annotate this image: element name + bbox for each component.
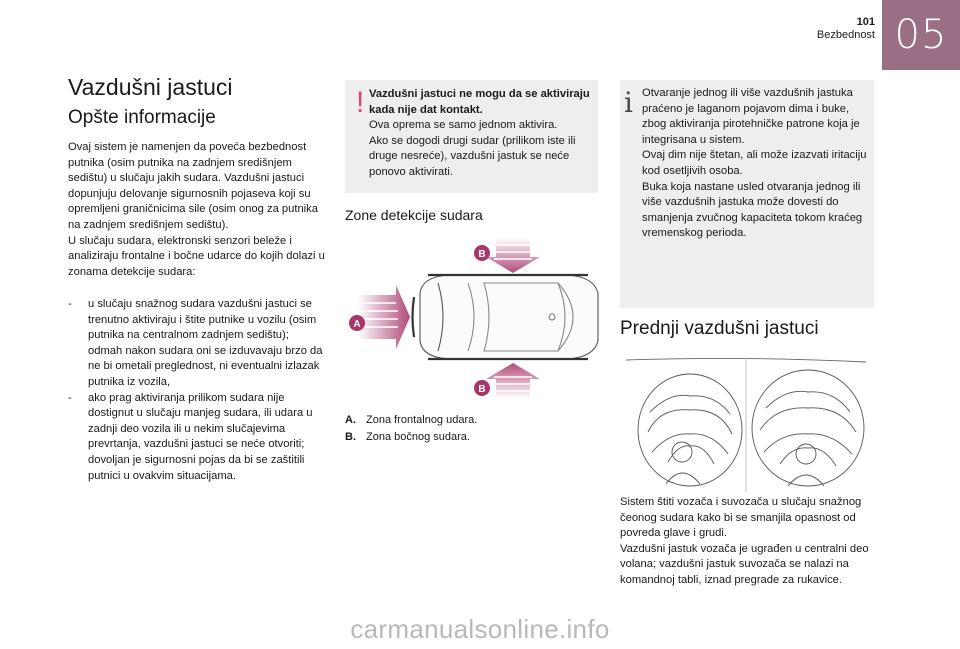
legend-key-b: B. — [345, 431, 356, 443]
bullet-list — [68, 297, 326, 484]
warning-icon: ! — [356, 86, 365, 119]
label-b-bottom — [474, 380, 490, 396]
bullet-dash: - — [68, 391, 72, 404]
bullet-text: u slučaju snažnog sudara vazdušni jastuci se trenutno aktiviraju i štite putnike u vozilu (osim putnika na centralnom zadnjem sedištu); odmah nakon sudara oni se izduvavaju brzo da ne bi ometali preglednost, ni eventualni izlazak putnika iz vozila, — [88, 298, 323, 388]
info-icon: i — [624, 86, 633, 119]
side-impact-arrow-top — [486, 238, 540, 273]
front-impact-arrow — [358, 285, 410, 349]
list-item — [68, 297, 326, 391]
section-title: Opšte informacije — [68, 107, 216, 128]
label-b-top-text: B — [478, 249, 486, 260]
bullet-dash: - — [68, 298, 72, 310]
info-text — [642, 86, 872, 242]
intro-paragraph-2: U slučaju sudara, elektronski senzori beleže i analiziraju frontalne i bočne udarce do kojih dolazi u zonama detekcije sudara: — [68, 234, 325, 278]
list-item — [68, 391, 326, 485]
zone-legend — [345, 412, 595, 446]
chapter-tab — [882, 0, 960, 70]
label-a-text: A — [353, 319, 361, 330]
side-impact-arrow-bottom — [486, 363, 540, 398]
legend-key-a: A. — [345, 414, 356, 426]
legend-item-b — [345, 429, 595, 446]
front-airbags-text — [620, 495, 874, 589]
label-a — [349, 315, 365, 331]
page-header — [817, 16, 875, 42]
front-airbags-title: Prednji vazdušni jastuci — [620, 318, 819, 339]
page-number: 101 — [856, 16, 875, 28]
bullet-text: ako prag aktiviranja prilikom sudara nije dostignut u slučaju manjeg sudara, ili udara u zadnji deo vozila ili u nekim slučajevima prevrtanja, vazdušni jastuci se neće otvoriti; dovoljan je sigurnosni pojas da bi se zaštitili putnici u ovakvim situacijama. — [88, 391, 313, 482]
intro-paragraph-1: Ovaj sistem je namenjen da poveća bezbednost putnika (osim putnika na zadnjem središnjem sedištu) u slučaju jakih sudara. Vazdušni jastuci dopunjuju delovanje sigurnosnih pojaseva koji su opremljeni graničnicima sile (osim onog za putnika na zadnjem središnjem sedištu). — [68, 141, 318, 231]
front-paragraph-2: Vazdušni jastuk vozača je ugrađen u centralni deo volana; vazdušni jastuk suvozača se nalazi na komandnoj tabli, iznad pregrade za rukavice. — [620, 542, 869, 586]
legend-text-b: Zona bočnog sudara. — [366, 431, 470, 443]
watermark: carmanualsonline.info — [350, 614, 610, 644]
front-airbags-illustration — [620, 352, 874, 492]
legend-text-a: Zona frontalnog udara. — [366, 414, 478, 426]
label-b-bottom-text: B — [478, 384, 486, 395]
warning-title: Vazdušni jastuci ne mogu da se aktiviraju kada nije dat kontakt. — [369, 88, 590, 116]
intro-text — [68, 140, 326, 280]
label-b-top — [474, 245, 490, 261]
front-paragraph-1: Sistem štiti vozača i suvozača u slučaju snažnog čeonog sudara kako bi se smanjila opasnost od povreda glave i grudi. — [620, 496, 862, 540]
zones-title: Zone detekcije sudara — [345, 207, 483, 223]
warning-line-2: Ako se dogodi drugi sudar (prilikom iste ili druge nesreće), vazdušni jastuk se neće ponovo aktivirati. — [369, 134, 576, 178]
warning-line-1: Ova oprema se samo jednom aktivira. — [369, 119, 558, 132]
info-paragraph-3: Buka koja nastane usled otvaranja jednog ili više vazdušnih jastuka može dovesti do smanjenja zvučnog kapaciteta tokom kraćeg vremenskog perioda. — [642, 180, 863, 240]
info-paragraph-2: Ovaj dim nije štetan, ali može izazvati iritaciju kod osetljivih osoba. — [642, 149, 867, 177]
info-paragraph-1: Otvaranje jednog ili više vazdušnih jastuka praćeno je laganom pojavom dima i buke, zbog aktiviranja pirotehničke patrone koja je integrisana u sistem. — [642, 87, 860, 146]
warning-text — [369, 87, 591, 181]
crash-zone-diagram — [348, 233, 602, 403]
section-name: Bezbednost — [816, 29, 875, 41]
car-top-view — [413, 275, 599, 359]
chapter-number: 05 — [894, 12, 948, 58]
legend-item-a — [345, 412, 595, 429]
page-title: Vazdušni jastuci — [68, 74, 233, 100]
